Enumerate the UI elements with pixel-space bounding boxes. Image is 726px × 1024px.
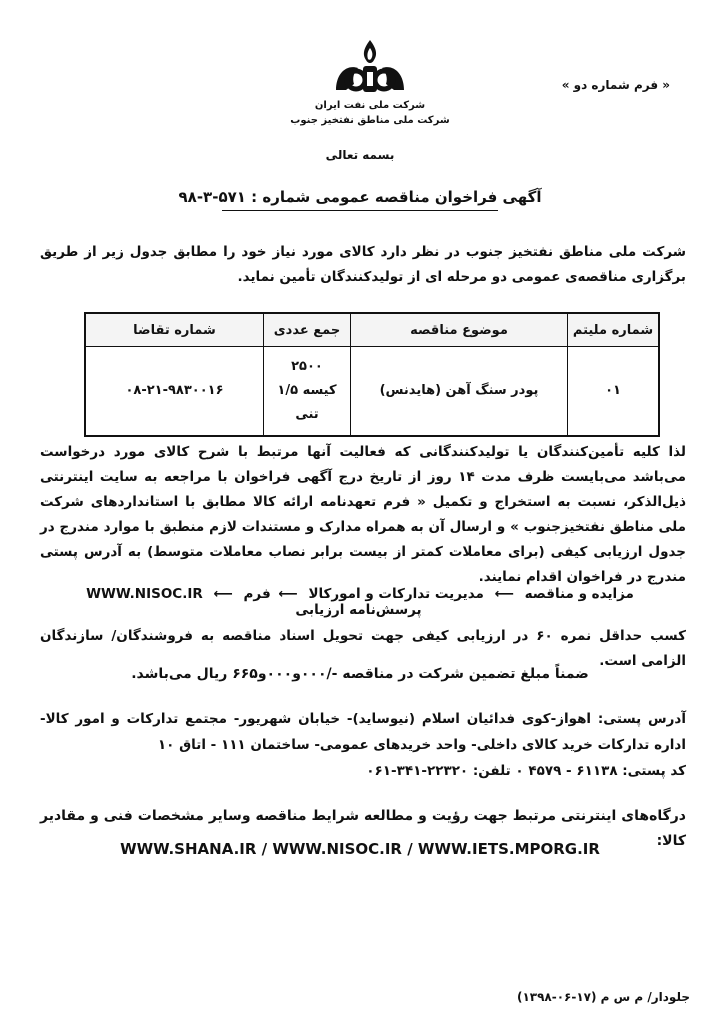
address-line2: کد پستی: ۶۱۱۳۸ - ۴۵۷۹ ۰ تلفن: ۲۲۳۲۰-۳۴۱-۰۶۱	[366, 763, 686, 779]
quantity-line3: تنی	[295, 407, 319, 422]
tender-table	[84, 312, 660, 437]
intro-paragraph: شرکت ملی مناطق نفتخیز جنوب در نظر دارد کالای مورد نیاز خود را مطابق جدول زیر از طریق برگزاری مناقصه‌ی عمومی دو مرحله ای از تولیدکنندگان تأمین نماید.	[40, 244, 686, 285]
header-subject: موضوع مناقصه	[351, 313, 568, 347]
address-line1: آدرس پستی: اهواز-کوی فدائیان اسلام (نیوساید)- خیابان شهریور- مجتمع تدارکات و امور کالا- اداره تدارکات خرید کالای داخلی- واحد خریدهای عمومی- ساختمان ۱۱۱ - اتاق ۱۰	[40, 711, 686, 753]
nav-step-form: فرم پرسش‌نامه ارزیابی	[243, 586, 422, 618]
score-note: کسب حداقل نمره ۶۰ در ارزیابی کیفی جهت تحویل اسناد مناقصه به فروشندگان/ سازندگان الزامی است.	[40, 628, 686, 669]
arrow-left-icon: ⟵	[278, 586, 298, 602]
company-name	[250, 98, 490, 128]
cell-request-no: ۰۸-۲۱-۹۸۳۰۰۱۶	[85, 347, 264, 437]
header-quantity: جمع عددی	[264, 313, 351, 347]
header-item-no: شماره ملیتم	[568, 313, 660, 347]
table-header-row	[85, 313, 659, 347]
nioc-logo-icon	[330, 38, 410, 98]
arrow-left-icon: ⟵	[213, 586, 233, 602]
guarantee-amount: ضمناً مبلغ تضمین شرکت در مناقصه -/۰۰۰و۰۰۰و۶۶۵ ریال می‌باشد.	[131, 666, 589, 682]
nav-site-link[interactable]: WWW.NISOC.IR	[86, 586, 203, 602]
cell-quantity	[264, 347, 351, 437]
footer-reference: جلودار/ م س م (۱۷-۰۶-۱۳۹۸)	[516, 990, 690, 1004]
cell-item-no: ۰۱	[568, 347, 660, 437]
notice-title: آگهی فراخوان مناقصه عمومی شماره : ۵۷۱-۳-۹۸	[178, 188, 542, 206]
body-paragraph: لذا کلیه تأمین‌کنندگان یا تولیدکنندگانی که فعالیت آنها مرتبط با شرح کالای مورد درخواست می‌باشد می‌بایست ظرف مدت ۱۴ روز از تاریخ درج آگهی فراخوان با مراجعه به سایت اینترنتی ذیل‌الذکر، نسبت به استخراج و تکمیل « فرم تعهدنامه ارائه کالا مطابق با استانداردهای شرکت ملی مناطق نفتخیزجنوب » و ارسال آن به همراه مدارک و مستندات لازم منطبق با موارد مندرج در جدول ارزیابی کیفی (برای معاملات کمتر از بیست برابر نصاب معاملات متوسط) به آدرس پستی مندرج در فراخوان اقدام نمایند.	[40, 444, 686, 585]
arrow-left-icon: ⟵	[494, 586, 514, 602]
portal-links[interactable]: WWW.SHANA.IR / WWW.NISOC.IR / WWW.IETS.MPORG.IR	[120, 840, 600, 858]
header-request-no: شماره تقاضا	[85, 313, 264, 347]
quantity-line1: ۲۵۰۰	[291, 359, 323, 374]
cell-subject: پودر سنگ آهن (هایدنس)	[351, 347, 568, 437]
quantity-line2: کیسه ۱/۵	[277, 383, 337, 398]
form-number-label: « فرم شماره دو »	[561, 78, 670, 92]
table-row	[85, 347, 659, 437]
navigation-path	[60, 586, 660, 618]
basmala: بسمه تعالی	[325, 148, 395, 162]
nav-step-procurement: مدیریت تدارکات و امورکالا	[308, 586, 484, 602]
nav-step-tenders: مزایده و مناقصه	[524, 586, 634, 602]
company-name-line1: شرکت ملی نفت ایران	[314, 100, 426, 111]
portals-heading: درگاه‌های اینترنتی مرتبط جهت رؤیت و مطالعه شرایط مناقصه وسایر مشخصات فنی و مقادیر کالا:	[40, 808, 686, 849]
title-underline	[222, 210, 498, 211]
company-name-line2: شرکت ملی مناطق نفتخیز جنوب	[290, 115, 450, 126]
postal-address	[40, 706, 686, 784]
